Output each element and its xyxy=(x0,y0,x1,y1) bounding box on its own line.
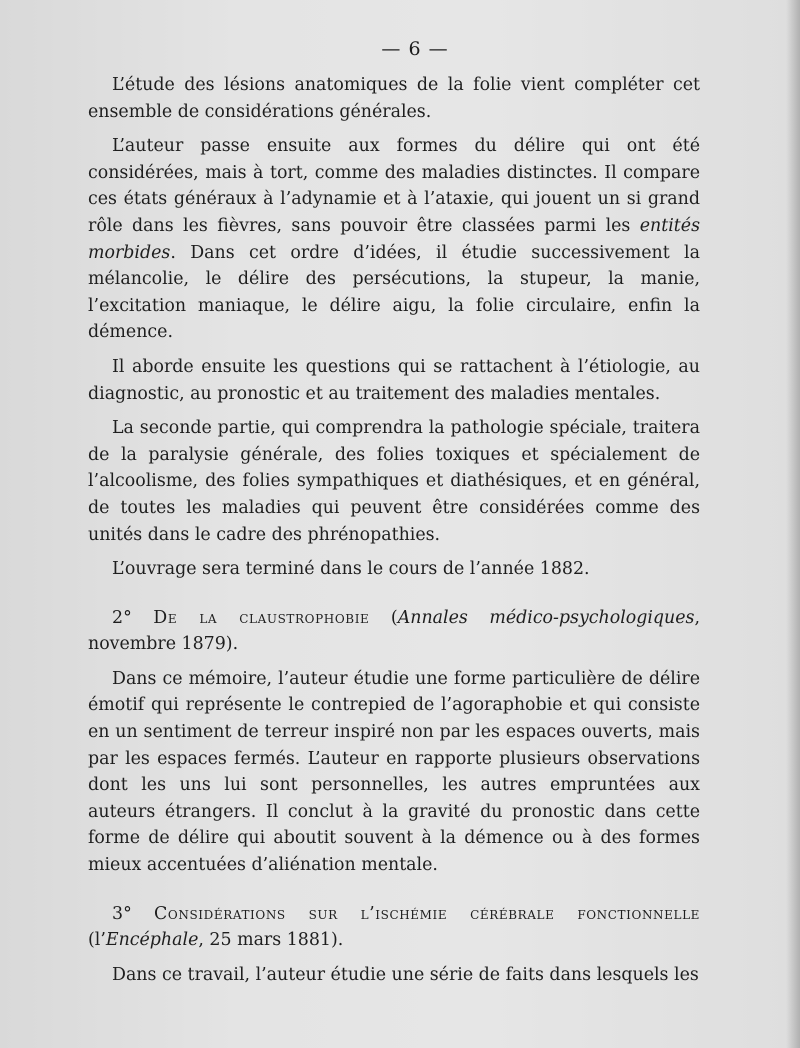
paragraph-ouvrage-termine: L’ouvrage sera terminé dans le cours de l’année 1882. xyxy=(112,559,590,580)
paragraph-formes-delire xyxy=(88,133,700,346)
section-3-journal: Encéphale xyxy=(105,930,199,951)
document-body xyxy=(88,72,700,988)
section-2-number: 2° xyxy=(112,607,132,628)
paragraph-lesions: L’étude des lésions anatomiques de la folie vient compléter cet ensemble de considérations générales. xyxy=(88,75,700,122)
section-3-number: 3° xyxy=(112,903,132,924)
paragraph-formes-delire-start: L’auteur passe ensuite aux formes du délire qui ont été considérées, mais à tort, comme des maladies distinctes. Il compare ces états généraux à l’adynamie et à l’ataxie, qui jouent un si grand rôle dans les fièvres, sans pouvoir être classées parmi les xyxy=(88,136,700,236)
section-2-title: De la claustrophobie xyxy=(153,607,370,628)
paragraph-etiologie: Il aborde ensuite les questions qui se rattachent à l’étiologie, au diagnostic, au pronostic et au traitement des maladies mentales. xyxy=(88,356,700,404)
section-2-journal: Annales médico-psychologiques xyxy=(397,607,695,628)
section-3-heading: 3° Considérations sur l’ischémie cérébrale fonctionnelle (l’Encéphale, 25 mars 1881). xyxy=(88,903,700,951)
paragraph-formes-delire-end: . Dans cet ordre d’idées, il étudie successivement la mélancolie, le délire des persécutions, la stupeur, la manie, l’excitation maniaque, le délire aigu, la folie circulaire, enfin la démence. xyxy=(88,242,700,343)
section-2-body: Dans ce mémoire, l’auteur étudie une forme particulière de délire émotif qui représente le contrepied de l’agoraphobie et qui consiste en un sentiment de terreur inspiré non par les espaces ouverts, mais par les espaces fermés. L’auteur en rapporte plusieurs observations dont les uns lui sont personnelles, les autres empruntées aux auteurs étrangers. Il conclut à la gravité du pronostic dans cette forme de délire qui aboutit souvent à la démence ou à des formes mieux accentuées d’aliénation mentale. xyxy=(88,668,700,876)
section-2-date: , novembre 1879). xyxy=(88,607,701,655)
section-3-body: Dans ce travail, l’auteur étudie une série de faits dans lesquels les xyxy=(112,964,699,985)
section-3-title: Considérations sur l’ischémie cérébrale fonctionnelle xyxy=(154,903,700,924)
page-number: — 6 — xyxy=(381,38,449,60)
paragraph-seconde-partie: La seconde partie, qui comprendra la pathologie spéciale, traitera de la paralysie générale, des folies toxiques et spécialement de l’alcoolisme, des folies sympathiques et diathésiques, et en général, de toutes les maladies qui peuvent être considérées comme des unités dans le cadre des phrénopathies. xyxy=(88,418,700,545)
entites-morbides-term: entités morbides xyxy=(88,215,700,263)
section-3-date: , 25 mars 1881). xyxy=(198,930,344,951)
section-2-heading: 2° De la claustrophobie (Annales médico-psychologiques, novembre 1879). xyxy=(88,607,701,655)
